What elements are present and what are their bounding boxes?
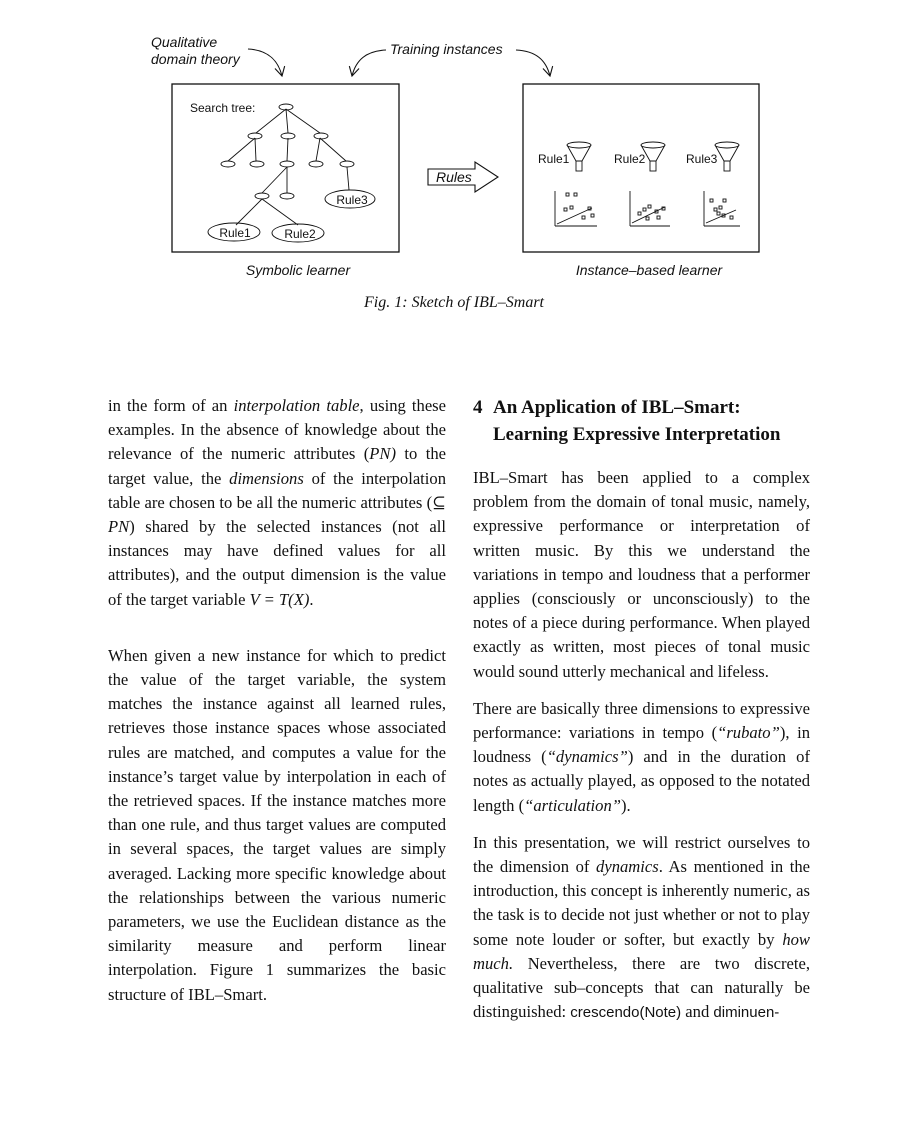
symbolic-learner-caption: Symbolic learner (245, 262, 351, 278)
curved-arrow-training-right (516, 50, 550, 76)
left-column (108, 394, 446, 1007)
italic-text: how much. (473, 929, 810, 973)
curved-arrow-training-left (352, 50, 386, 76)
paragraph (108, 394, 446, 612)
instance-based-learner-caption: Instance–based learner (575, 262, 723, 278)
text-run: and (681, 1002, 714, 1022)
tree-rule3-label: Rule3 (336, 193, 368, 207)
right-column (473, 394, 810, 1025)
section-heading (473, 394, 810, 448)
funnel-icon (567, 142, 591, 171)
text-run: to the target value, the (108, 444, 446, 488)
italic-text: interpolation table (233, 396, 360, 415)
rules-arrow-label: Rules (436, 169, 472, 185)
sans-text: diminuen- (713, 1004, 780, 1022)
italic-text: dimensions (229, 468, 304, 488)
italic-text: dynamics (596, 857, 659, 877)
tree-rule1-label: Rule1 (219, 226, 251, 240)
text-run: ) shared by the selected instances (not all instances may have defined values for all attributes), and the output dimension is the value of the target variable (108, 517, 446, 609)
text-run: ), in loudness ( (473, 723, 810, 767)
funnel-icon (715, 142, 739, 171)
italic-text: “dynamics” (546, 747, 628, 767)
text-run: in the form of an (108, 396, 234, 415)
instance-space-plot-2 (630, 191, 670, 226)
label-domain-theory: domain theory (151, 51, 240, 67)
text-run: . As mentioned in the introduction, this concept is inherently numeric, as the task is to decide not just whether or not to play some note louder or softer, but exactly by (473, 857, 810, 949)
paragraph (473, 466, 810, 684)
paragraph (108, 644, 446, 1007)
italic-text: PN (108, 517, 130, 537)
text-run: There are basically three dimensions to expressive performance: variations in tempo ( (473, 698, 810, 743)
text-run: . (309, 589, 314, 609)
ibl-smart-sketch-figure (0, 0, 918, 330)
funnel-rule3-label: Rule3 (686, 152, 718, 166)
instance-space-plot-3 (704, 191, 740, 226)
text-run: Nevertheless, there are two discrete, qualitative sub–concepts that can naturally be distinguished: (473, 953, 810, 1022)
italic-text: “articulation” (524, 795, 621, 815)
search-tree-label: Search tree: (190, 101, 256, 115)
text-run: IBL–Smart has been applied to a complex problem from the domain of tonal music, namely, expressive performance or interpretation of written music. By this we understand the variations in tempo and loudness that a performer applies (consciously or unconsciously) to the notes of a piece during performance. When played exactly as written, most pieces of tonal music would sound utterly mechanical and lifeless. (473, 468, 810, 681)
text-run: ). (620, 795, 631, 815)
figure-caption: Fig. 1: Sketch of IBL–Smart (364, 294, 544, 311)
text-run: , using these examples. In the absence of knowledge about the relevance of the numeric attributes ( (108, 396, 447, 464)
funnel-rule2-label: Rule2 (614, 152, 646, 166)
search-tree (208, 104, 375, 242)
tree-rule2-label: Rule2 (284, 227, 316, 241)
paragraph (473, 831, 810, 1026)
section-number: 4 (473, 397, 483, 418)
text-run: When given a new instance for which to predict the value of the target variable, the system matches the instance against all learned rules, retrieves those instance spaces whose associated rules are matched, and computes a value for the instance’s target value by interpolation in each of the retrieved spaces. If the instance matches more than one rule, and thus target values are computed in several spaces, the target values are simply averaged. Lacking more specific knowledge about the relationships between the various numeric parameters, we use the Euclidean distance as the similarity measure and perform linear interpolation. Figure 1 summarizes the basic structure of IBL–Smart. (108, 645, 446, 1004)
text-run: of the interpolation table are chosen to be all the numeric attributes (⊆ (108, 468, 446, 512)
italic-text: “rubato” (717, 723, 780, 743)
section-title: An Application of IBL–Smart: Learning Expressive Interpretation (493, 397, 781, 445)
label-qualitative: Qualitative (151, 34, 218, 50)
sans-text: crescendo(Note) (570, 1004, 682, 1022)
instance-space-plot-1 (555, 191, 597, 226)
label-training-instances: Training instances (390, 41, 503, 57)
paragraph (473, 697, 810, 818)
curved-arrow-domain-theory (248, 49, 282, 76)
italic-text: PN) (369, 444, 397, 464)
text-run: ) and in the duration of notes as actually played, as opposed to the notated length ( (473, 747, 810, 815)
text-run: In this presentation, we will restrict ourselves to the dimension of (473, 832, 810, 877)
italic-text: V = T(X) (249, 589, 310, 609)
funnel-rule1-label: Rule1 (538, 152, 570, 166)
